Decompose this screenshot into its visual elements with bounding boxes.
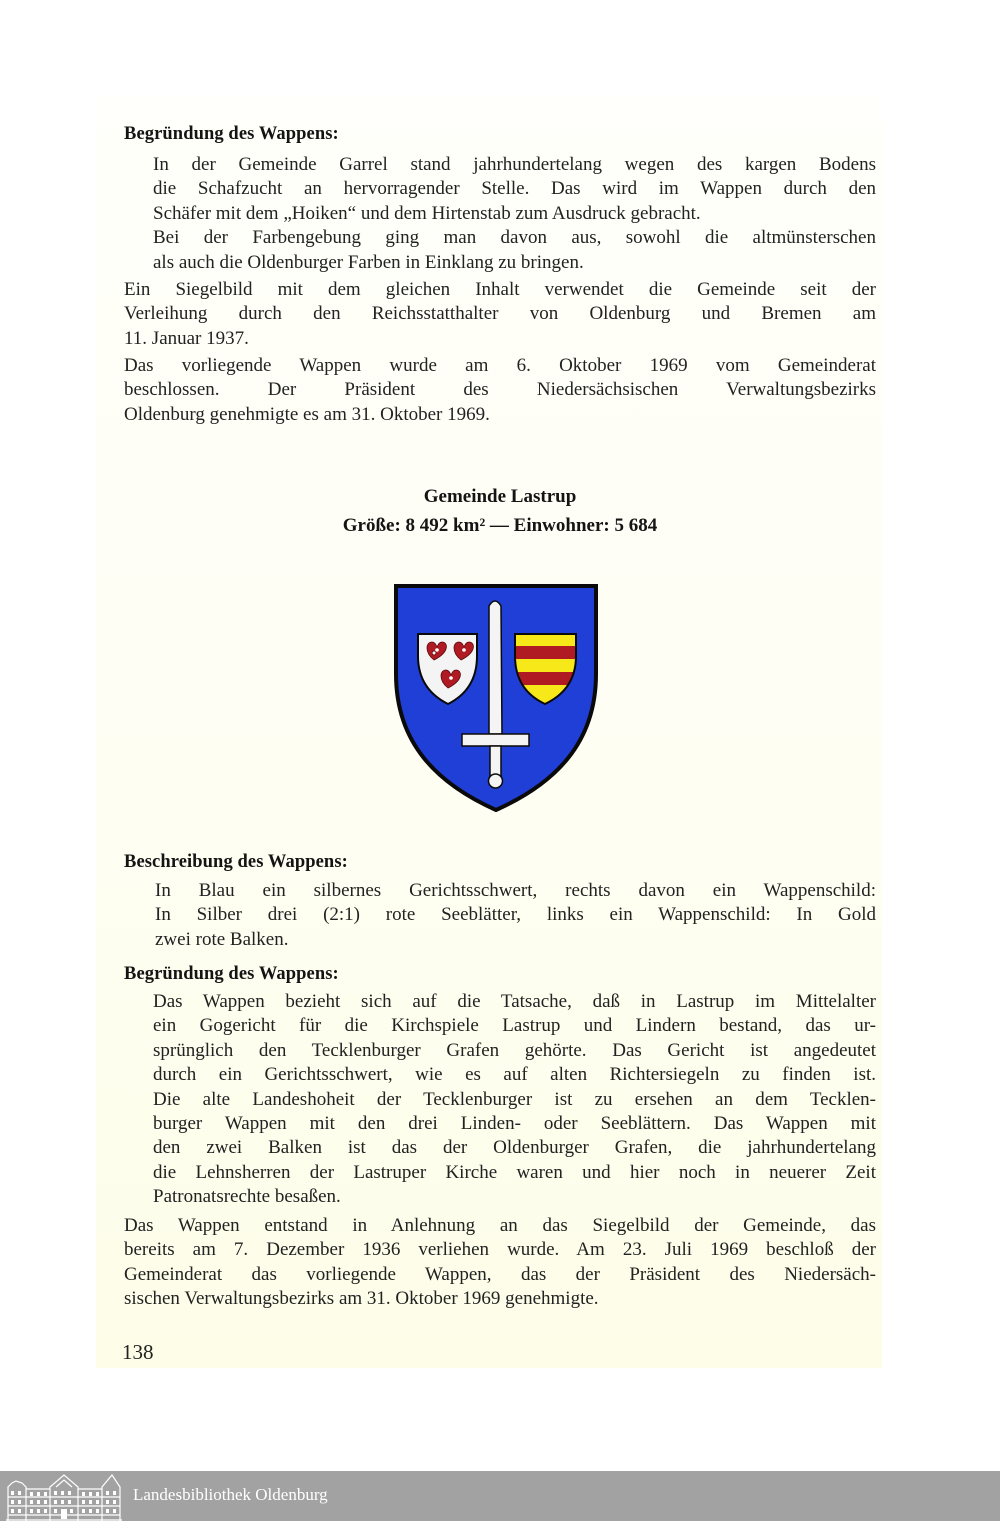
text-line: als auch die Oldenburger Farben in Einklang zu bringen. bbox=[153, 251, 584, 273]
footer-bar bbox=[0, 1471, 1000, 1521]
paragraph-garrel-seal bbox=[124, 278, 876, 351]
text-line: zwei rote Balken. bbox=[155, 928, 289, 950]
text-line: Ein Siegelbild mit dem gleichen Inhalt verwendet die Gemeinde seit der bbox=[124, 279, 876, 300]
text-line: burger Wappen mit den drei Linden- oder Seeblättern. Das Wappen mit bbox=[153, 1113, 876, 1135]
paragraph-lastrup-reason bbox=[153, 990, 876, 1210]
text-line: die Schafzucht an hervorragender Stelle. Das wird im Wappen durch den bbox=[153, 178, 876, 200]
paragraph-arms-description bbox=[155, 879, 876, 952]
text-line: 11. Januar 1937. bbox=[124, 327, 249, 349]
text-line: Patronatsrechte besaßen. bbox=[153, 1186, 341, 1208]
text-line: In der Gemeinde Garrel stand jahrhundertelang wegen des kargen Bodens bbox=[153, 154, 876, 175]
coat-of-arms-lastrup bbox=[394, 584, 598, 812]
text-line: Oldenburg genehmigte es am 31. Oktober 1969. bbox=[124, 403, 490, 425]
paragraph-garrel-approval bbox=[124, 354, 876, 427]
text-line: Bei der Farbengebung ging man davon aus, sowohl die altmünsterschen bbox=[153, 227, 876, 249]
paragraph-lastrup-approval bbox=[124, 1214, 876, 1312]
text-line: durch ein Gerichtsschwert, wie es auf alten Richtersiegeln zu finden ist. bbox=[153, 1064, 876, 1086]
text-line: Das Wappen entstand in Anlehnung an das Siegelbild der Gemeinde, das bbox=[124, 1215, 876, 1236]
text-line: bereits am 7. Dezember 1936 verliehen wurde. Am 23. Juli 1969 beschloß der bbox=[124, 1239, 876, 1261]
section-heading-description: Beschreibung des Wappens: bbox=[124, 852, 348, 872]
library-name: Landesbibliothek Oldenburg bbox=[133, 1485, 328, 1504]
municipality-stats: Größe: 8 492 km² — Einwohner: 5 684 bbox=[342, 515, 658, 536]
text-line: Das vorliegende Wappen wurde am 6. Oktober 1969 vom Gemeinderat bbox=[124, 355, 876, 376]
section-heading-reason-garrel: Begründung des Wappens: bbox=[124, 124, 339, 144]
text-line: Die alte Landeshoheit der Tecklenburger ist zu ersehen an dem Tecklen- bbox=[153, 1088, 876, 1110]
municipality-title: Gemeinde Lastrup bbox=[423, 486, 577, 507]
text-line: den zwei Balken ist das der Oldenburger Grafen, die jahrhundertelang bbox=[153, 1137, 876, 1159]
text-line: In Silber drei (2:1) rote Seeblätter, links ein Wappenschild: In Gold bbox=[155, 904, 876, 926]
text-line: ein Gogericht für die Kirchspiele Lastrup und Lindern bestand, das ur- bbox=[153, 1015, 876, 1037]
text-line: Verleihung durch den Reichsstatthalter von Oldenburg und Bremen am bbox=[124, 303, 876, 325]
section-heading-reason-lastrup: Begründung des Wappens: bbox=[124, 964, 339, 984]
text-line: beschlossen. Der Präsident des Niedersächsischen Verwaltungsbezirks bbox=[124, 379, 876, 401]
text-line: Das Wappen bezieht sich auf die Tatsache, daß in Lastrup im Mittelalter bbox=[153, 991, 876, 1012]
text-line: Gemeinderat das vorliegende Wappen, das der Präsident des Niedersäch- bbox=[124, 1263, 876, 1285]
text-line: Schäfer mit dem „Hoiken“ und dem Hirtenstab zum Ausdruck gebracht. bbox=[153, 202, 701, 224]
text-line: sprünglich den Tecklenburger Grafen gehörte. Das Gericht ist angedeutet bbox=[153, 1039, 876, 1061]
page-number: 138 bbox=[122, 1340, 154, 1364]
text-line: sischen Verwaltungsbezirks am 31. Oktober 1969 genehmigte. bbox=[124, 1288, 599, 1310]
text-line: die Lehnsherren der Lastruper Kirche waren und hier noch in neuerer Zeit bbox=[153, 1161, 876, 1183]
text-line: In Blau ein silbernes Gerichtsschwert, rechts davon ein Wappenschild: bbox=[155, 880, 876, 901]
paragraph-garrel-reason bbox=[153, 153, 876, 275]
library-building-icon bbox=[4, 1473, 124, 1521]
